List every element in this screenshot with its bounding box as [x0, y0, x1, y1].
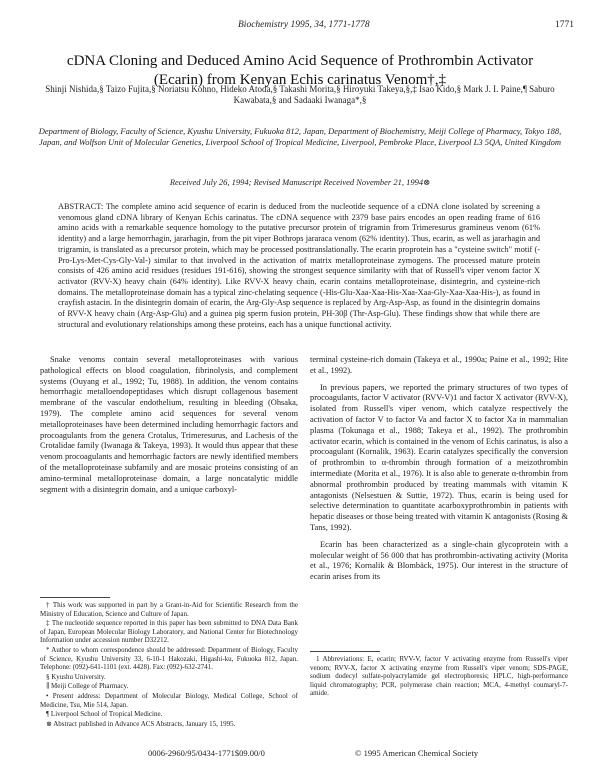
- abstract-label: ABSTRACT:: [58, 202, 104, 211]
- author-list: Shinji Nishida,§ Taizo Fujita,§ Noriatsu Kohno, Hideko Atoda,§ Takashi Morita,§ Hiroyuki Takeya,§,‡ Isao Kido,§ Mark J. I. Paine,¶ Saburo Kawabata,§ and Sadaaki Iwanaga*,§: [45, 84, 555, 105]
- abstract: [58, 202, 540, 330]
- footnote: ¶ Liverpool School of Tropical Medicine.: [46, 710, 163, 719]
- footnote-divider: [40, 597, 110, 598]
- abstract-text: The complete amino acid sequence of ecarin is deduced from the nucleotide sequence of a cDNA clone isolated by screening a venomous gland cDNA library of Kenyan Echis carinatus. The cDNA sequence with 2379 base pairs encodes an open reading frame of 616 amino acids with a remarkable sequence homology to the putative precursor protein of trigramin from Trimeresurus gramineus venom (61% identity) and a large hemorrhagin, jararhagin, from the pit viper Bothrops jararaca venom (62% identity). Thus, ecarin, as well as jararhagin and trigramin, is translated as a precursor protein, which may be processed posttranslationally. The ecarin proprotein has a "cysteine switch" motif (-Pro-Lys-Met-Cys-Gly-Val-) similar to that involved in the activation of matrix metalloproteinase zymogens. The processed mature protein consists of 426 amino acid residues (residues 191-616), showing the strongest sequence similarity with that of Russell's viper venom factor X activator (RVV-X) heavy chain (64% identity). Like RVV-X heavy chain, ecarin contains metalloproteinase, disintegrin, and cysteine-rich domains. The metalloproteinase domain has a typical zinc-chelating sequence (-His-Glu-Xaa-Xaa-His-Xaa-Xaa-Gly-Xaa-Xaa-His-), as found in crayfish astacin. In the disintegrin domain of ecarin, the Arg-Gly-Asp sequence is replaced by Arg-Asp-Asp, as found in the disintegrin domains of RVV-X heavy chain (Arg-Asp-Glu) and a guinea pig sperm fusion protein, PH-30β (Thr-Asp-Glu). These findings show that while there are structural and evolutionary relationships among these proteins, each has a unique functional activity.: [58, 202, 540, 329]
- footnote: ⊗ Abstract published in Advance ACS Abstracts, January 15, 1995.: [46, 719, 236, 728]
- copyright: © 1995 American Chemical Society: [355, 748, 479, 758]
- footnote: 1 Abbreviations: E, ecarin; RVV-V, factor V activating enzyme from Russell's viper venom; RVV-X, factor X activating enzyme from Russell's viper venom; SDS-PAGE, sodium dodecyl sulfate-polyacrylamide gel electrophoresis; HPLC, high-performance liquid chromatography; PCR, polymerase chain reaction; MCA, 4-methyl coumaryl-7-amide.: [310, 655, 568, 698]
- footnote: • Present address: Department of Molecular Biology, Medical College, School of Medicine, Tsu, Mie 514, Japan.: [40, 691, 298, 709]
- page-footer: [0, 748, 600, 760]
- page-number: 1771: [555, 20, 574, 30]
- footnotes-right: [310, 655, 568, 699]
- footnote: § Kyushu University.: [46, 672, 106, 681]
- body-paragraph: Ecarin has been characterized as a single-chain glycoprotein with a molecular weight of 56 000 that has prothrombin-activating activity (Morita et al., 1976; Kornalik & Blombäck, 1975). Our interest in the structure of ecarin arises from its: [310, 539, 568, 582]
- article-title: cDNA Cloning and Deduced Amino Acid Sequence of Prothrombin Activator (Ecarin) from Kenyan Echis carinatus Venom†,‡: [66, 53, 534, 89]
- body-column-left: [40, 355, 298, 501]
- journal-citation: Biochemistry 1995, 34, 1771-1778: [238, 20, 370, 30]
- body-paragraph: terminal cysteine-rich domain (Takeya et al., 1990a; Paine et al., 1992; Hite et al., 1992).: [310, 355, 568, 375]
- footnotes-left: [40, 601, 298, 729]
- footnote: ‡ The nucleotide sequence reported in this paper has been submitted to DNA Data Bank of Japan, European Molecular Biology Laboratory, and National Center for Biotechnology Information under accession number D32212.: [40, 619, 298, 645]
- footnote-divider: [310, 651, 380, 652]
- footnote: * Author to whom correspondence should be addressed: Department of Biology, Faculty of Science, Kyushu University 33, 6-10-1 Hakozaki, Higashi-ku, Fukuoka 812, Japan. Telephone: (092)-641-1101 (ext. 4428). Fax: (092)-632-2741.: [40, 645, 298, 672]
- body-column-right: [310, 355, 568, 589]
- running-header: [0, 20, 600, 34]
- body-paragraph: In previous papers, we reported the primary structures of two types of procoagulants, factor V activator (RVV-V)1 and factor X activator (RVV-X), isolated from Russell's viper venom, which catalyze respectively the activation of factor V to factor Va and factor X to factor Xa in mammalian plasma (Tokunaga et al., 1988; Takeya et al., 1992). The prothrombin activator ecarin, which is contained in the venom of Echis carinatus, is also a procoagulant (Kornalik, 1963). Ecarin catalyzes specifically the conversion of prothrombin to α-thrombin through formation of a meizothrombin intermediate (Morita et al., 1976). It is also able to generate α-thrombin from abnormal prothrombin produced by treating mammals with vitamin K antagonists (Nelsestuen & Suttie, 1972). Thus, ecarin is being used for selective determination to quantitate acarboxyprothrombin in patients with hepatic diseases or those being treated with vitamin K antagonists (Rosing & Tans, 1992).: [310, 382, 568, 532]
- affiliations: Department of Biology, Faculty of Science, Kyushu University, Fukuoka 812, Japan, Department of Biochemistry, Meiji College of Pharmacy, Tokyo 188, Japan, and Wolfson Unit of Molecular Genetics, Liverpool School of Tropical Medicine, Liverpool, Pembroke Place, Liverpool L3 5QA, United Kingdom: [38, 126, 562, 147]
- article-code: 0006-2960/95/0434-1771$09.00/0: [148, 748, 265, 758]
- footnote: ∥ Meiji College of Pharmacy.: [46, 682, 129, 691]
- footnote: † This work was supported in part by a Grant-in-Aid for Scientific Research from the Ministry of Education, Science and Culture of Japan.: [40, 601, 298, 618]
- received-dates: Received July 26, 1994; Revised Manuscript Received November 21, 1994⊗: [169, 177, 431, 187]
- body-paragraph: Snake venoms contain several metalloproteinases with various pathological effects on blood coagulation, fibrinolysis, and complement systems (Ouyang et al., 1992; Tu, 1988). In addition, the venom contains hemorrhagic metalloendopeptidases which disrupt collagenous basement membrane of the vascular endothelium, resulting in bleeding (Ohsaka, 1979). The complete amino acid sequences for several venom metalloproteinases have been determined including hemorrhagic factors and procoagulants from the genera Crotalus, Trimeresurus, and Lachesis of the Crotalidae family (Iwanaga & Takeya, 1993). It would thus appear that these venom procoagulants and hemorrhagic factors are newly identified members of the metalloproteinase subfamily and are mosaic proteins consisting of an amino-terminal metalloproteinase domain, a large noncatalytic middle segment with a disintegrin domain, and a unique carboxyl-: [40, 355, 298, 494]
